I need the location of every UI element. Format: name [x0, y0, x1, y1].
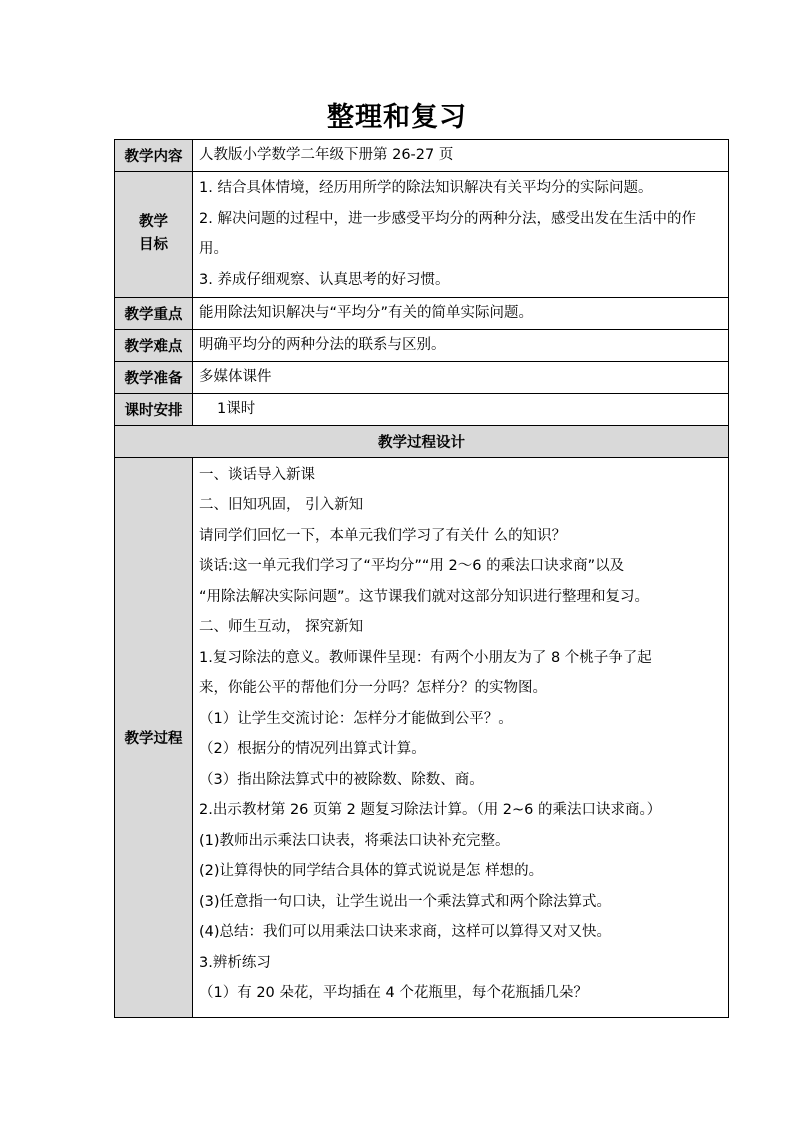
process-line: 二、旧知巩固， 引入新知 [199, 497, 364, 513]
process-line: 3.辨析练习 [199, 954, 271, 971]
row-difficulty [115, 329, 729, 361]
process-line: 1.复习除法的意义。教师课件呈现：有两个小朋友为了 8 个桃子争了起 [199, 649, 652, 666]
process-line: “用除法解决实际问题”。这节课我们就对这部分知识进行整理和复习。 [199, 588, 650, 605]
label-difficulty: 教学难点 [115, 329, 193, 361]
goal-item-2: 2. 解决问题的过程中，进一步感受平均分的两种分法，感受出发在生活中的作用。 [199, 210, 696, 257]
process-line: （2）根据分的情况列出算式计算。 [199, 741, 426, 757]
label-schedule: 课时安排 [115, 393, 193, 425]
row-key-point [115, 297, 729, 329]
goal-item-1: 1. 结合具体情境，经历用所学的除法知识解决有关平均分的实际问题。 [199, 180, 653, 196]
row-section-header [115, 425, 729, 457]
process-line: （1）让学生交流讨论：怎样分才能做到公平？。 [199, 710, 513, 727]
value-preparation: 多媒体课件 [193, 361, 729, 393]
process-line: 请同学们回忆一下，本单元我们学习了有关什 么的知识？ [199, 527, 567, 544]
process-line: 来，你能公平的帮他们分一分吗？怎样分？的实物图。 [199, 680, 547, 696]
lesson-plan-table [114, 139, 729, 1018]
label-process: 教学过程 [115, 457, 193, 1017]
process-line: (3)任意指一句口诀，让学生说出一个乘法算式和两个除法算式。 [199, 893, 612, 910]
row-goals [115, 171, 729, 297]
goal-item-3: 3. 养成仔细观察、认真思考的好习惯。 [199, 271, 450, 288]
process-line: （1）有 20 朵花，平均插在 4 个花瓶里，每个花瓶插几朵？ [199, 985, 588, 1001]
row-schedule [115, 393, 729, 425]
row-content [115, 140, 729, 172]
process-line: （3）指出除法算式中的被除数、除数、商。 [199, 771, 484, 788]
value-schedule: 1课时 [193, 393, 729, 425]
process-line: 2.出示教材第 26 页第 2 题复习除法计算。（用 2~6 的乘法口诀求商。） [199, 802, 662, 818]
process-line: (4)总结：我们可以用乘法口诀来求商，这样可以算得又对又快。 [199, 924, 612, 940]
label-content: 教学内容 [115, 140, 193, 172]
process-line: 二、师生互动， 探究新知 [199, 619, 364, 635]
value-process [193, 457, 729, 1017]
page-title: 整理和复习 [327, 102, 467, 133]
value-difficulty: 明确平均分的两种分法的联系与区别。 [193, 329, 729, 361]
section-header: 教学过程设计 [115, 425, 729, 457]
value-content: 人教版小学数学二年级下册第 26-27 页 [193, 140, 729, 172]
value-key-point: 能用除法知识解决与“平均分”有关的简单实际问题。 [193, 297, 729, 329]
process-line: 谈话:这一单元我们学习了“平均分”“用 2～6 的乘法口诀求商”以及 [199, 558, 625, 574]
label-goals: 教学 目标 [115, 171, 193, 297]
label-preparation: 教学准备 [115, 361, 193, 393]
row-process [115, 457, 729, 1017]
row-preparation [115, 361, 729, 393]
process-line: 一、谈话导入新课 [199, 466, 315, 483]
process-line: (1)教师出示乘法口诀表，将乘法口诀补充完整。 [199, 832, 510, 849]
label-key-point: 教学重点 [115, 297, 193, 329]
value-goals [193, 171, 729, 297]
process-line: (2)让算得快的同学结合具体的算式说说是怎 样想的。 [199, 863, 544, 879]
